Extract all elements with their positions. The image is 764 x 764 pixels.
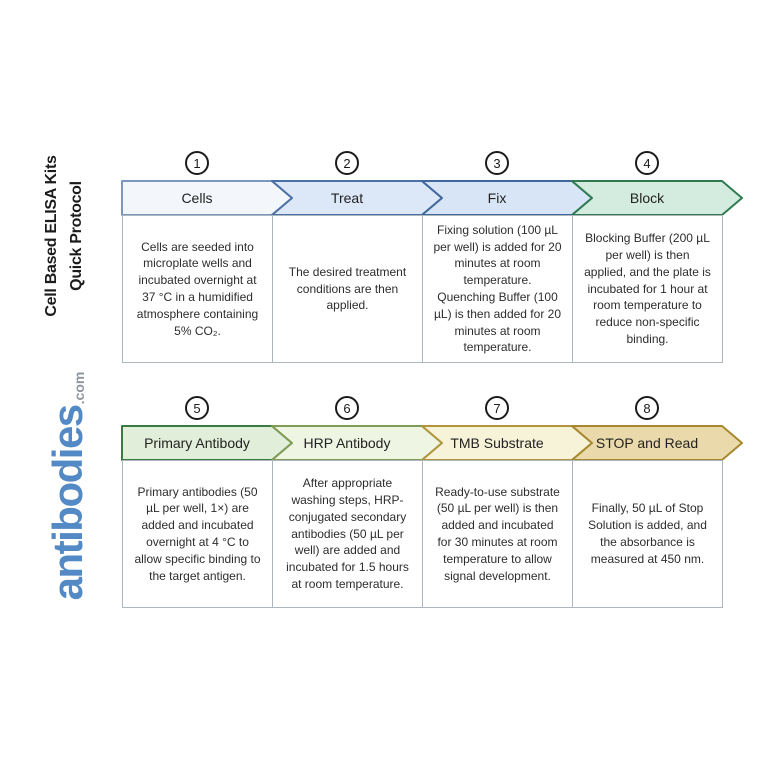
step-description: Cells are seeded into microplate wells and incubated overnight at 37 °C in a humidified atmosphere containing 5% CO₂.: [122, 215, 273, 363]
step-number: 1: [193, 155, 201, 171]
step-number: 2: [343, 155, 351, 171]
step-number-badge: [485, 396, 509, 420]
step-description: After appropriate washing steps, HRP-conjugated secondary antibodies (50 µL per well) are added and incubated for 1.5 hours at room temperature.: [272, 460, 423, 608]
step-number-badge: [335, 151, 359, 175]
step-number: 8: [643, 400, 651, 416]
step-label: HRP Antibody: [303, 435, 391, 451]
step-label: STOP and Read: [595, 435, 699, 451]
brand-logo: [25, 356, 89, 616]
step-number-badge: [185, 396, 209, 420]
step-number-badge: [185, 151, 209, 175]
brand-logo-text: antibodies: [44, 405, 91, 601]
step-label: TMB Substrate: [450, 435, 544, 451]
description-boxes-row-1: [122, 215, 723, 363]
title-line-2: Quick Protocol: [68, 181, 85, 291]
step-number-badge: [335, 396, 359, 420]
step-number: 6: [343, 400, 351, 416]
step-description: Fixing solution (100 µL per well) is added for 20 minutes at room temperature. Quenching Buffer (100 µL) is then added for 20 minutes at room temperature.: [422, 215, 573, 363]
step-description: The desired treatment conditions are then applied.: [272, 215, 423, 363]
step-label: Cells: [181, 190, 213, 206]
brand-logo-suffix: .com: [71, 371, 87, 405]
title-line-1: Cell Based ELISA Kits: [43, 155, 60, 317]
step-number: 4: [643, 155, 651, 171]
step-number: 7: [493, 400, 501, 416]
step-number: 5: [193, 400, 201, 416]
step-label: Treat: [330, 190, 364, 206]
step-label: Primary Antibody: [144, 435, 250, 451]
step-number-badge: [635, 151, 659, 175]
step-label: Fix: [487, 190, 507, 206]
description-boxes-row-2: [122, 460, 723, 608]
diagram-title: [39, 146, 91, 326]
step-description: Finally, 50 µL of Stop Solution is added, and the absorbance is measured at 450 nm.: [572, 460, 723, 608]
protocol-row-1: [122, 151, 722, 365]
step-label: Block: [629, 190, 665, 206]
step-number: 3: [493, 155, 501, 171]
step-number-badge: [635, 396, 659, 420]
step-description: Primary antibodies (50 µL per well, 1×) are added and incubated overnight at 4 °C to allow specific binding to the target antigen.: [122, 460, 273, 608]
step-number-badge: [485, 151, 509, 175]
protocol-row-2: [122, 396, 722, 610]
step-description: Blocking Buffer (200 µL per well) is then applied, and the plate is incubated for 1 hour at room temperature to reduce non-specific binding.: [572, 215, 723, 363]
step-description: Ready-to-use substrate (50 µL per well) is then added and incubated for 30 minutes at room temperature to allow signal development.: [422, 460, 573, 608]
